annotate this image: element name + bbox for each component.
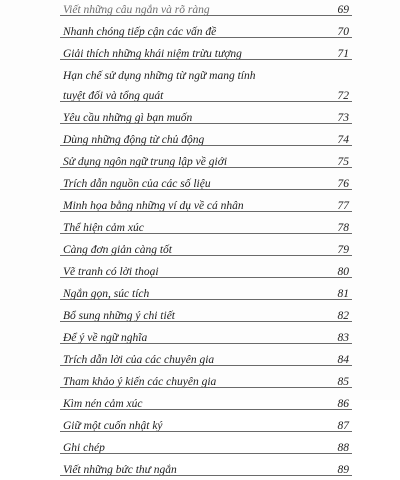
toc-entry-title: Viết những câu ngắn và rõ ràng (63, 4, 210, 16)
toc-entry-title (63, 66, 255, 106)
toc-entry-title: Giữ một cuốn nhật ký (63, 420, 163, 432)
toc-entry-page: 80 (337, 266, 349, 278)
toc-row (0, 278, 400, 300)
toc-entry-title: Để ý về ngữ nghĩa (63, 332, 148, 344)
toc-entry-title: Ghi chép (63, 442, 105, 454)
toc-row (0, 212, 400, 234)
toc-entry-page: 77 (337, 200, 349, 212)
toc-row (0, 190, 400, 212)
toc-entry-title: Càng đơn giản càng tốt (63, 244, 172, 256)
toc-entry-title: Yêu cầu những gì bạn muốn (63, 112, 193, 124)
toc-entry-page: 82 (337, 310, 349, 322)
toc-entry-title-line1: Hạn chế sử dụng những từ ngữ mang tính (63, 70, 256, 82)
toc-row (0, 300, 400, 322)
toc-entry-title: Nhanh chóng tiếp cận các vấn đề (63, 26, 217, 38)
toc-entry-page: 88 (337, 442, 349, 454)
toc-entry-title: Sử dụng ngôn ngữ trung lập về giới (63, 156, 228, 168)
toc-row (0, 0, 400, 16)
toc-entry-title: Dùng những động từ chủ động (63, 134, 205, 146)
toc-row (0, 256, 400, 278)
toc-entry-page: 72 (337, 90, 349, 102)
toc-entry-page: 86 (337, 398, 349, 410)
toc-entry-title: Viết những bức thư ngắn (63, 464, 177, 476)
toc-row (0, 344, 400, 366)
toc-entry-title: Tham khảo ý kiến các chuyên gia (63, 376, 217, 388)
toc-entry-page: 76 (337, 178, 349, 190)
toc-entry-title: Trích dẫn nguồn của các số liệu (63, 178, 211, 190)
toc-row (0, 454, 400, 476)
toc-entry-page: 87 (337, 420, 349, 432)
toc-entry-page: 81 (337, 288, 349, 300)
toc-row (0, 410, 400, 432)
toc-entry-title: Thể hiện cảm xúc (63, 222, 144, 234)
toc-row (0, 168, 400, 190)
toc-entry-title: Minh họa bằng những ví dụ về cá nhân (63, 200, 244, 212)
toc-entry-page: 79 (337, 244, 349, 256)
toc-entry-page: 85 (337, 376, 349, 388)
toc-entry-title-line2: tuyệt đối và tổng quát (63, 90, 164, 102)
toc-row (0, 432, 400, 454)
toc-entry-page: 73 (337, 112, 349, 124)
toc-entry-page: 70 (337, 26, 349, 38)
toc-row (0, 234, 400, 256)
toc-entry-title: Trích dẫn lời của các chuyên gia (63, 354, 215, 366)
toc-entry-page: 78 (337, 222, 349, 234)
toc-row (0, 388, 400, 410)
toc-entry-title: Ngắn gọn, súc tích (63, 288, 150, 300)
toc-entry-title: Bổ sung những ý chi tiết (63, 310, 175, 322)
toc-row (0, 60, 400, 102)
toc-row (0, 16, 400, 38)
toc-entry-page: 89 (337, 464, 349, 476)
toc-entry-title: Giải thích những khái niệm trừu tượng (63, 48, 242, 60)
toc-entry-page: 69 (337, 4, 349, 16)
toc-row (0, 38, 400, 60)
toc-row (0, 124, 400, 146)
toc-row (0, 146, 400, 168)
toc-entry-page: 71 (337, 48, 349, 60)
toc-row (0, 322, 400, 344)
toc-row (0, 366, 400, 388)
toc-entry-page: 75 (337, 156, 349, 168)
toc-row (0, 102, 400, 124)
toc-divider (60, 475, 352, 476)
toc-entry-page: 84 (337, 354, 349, 366)
toc-entry-title: Kìm nén cảm xúc (63, 398, 143, 410)
toc-entry-page: 83 (337, 332, 349, 344)
toc-entry-title: Vẽ tranh có lời thoại (63, 266, 159, 278)
toc-entry-page: 74 (337, 134, 349, 146)
